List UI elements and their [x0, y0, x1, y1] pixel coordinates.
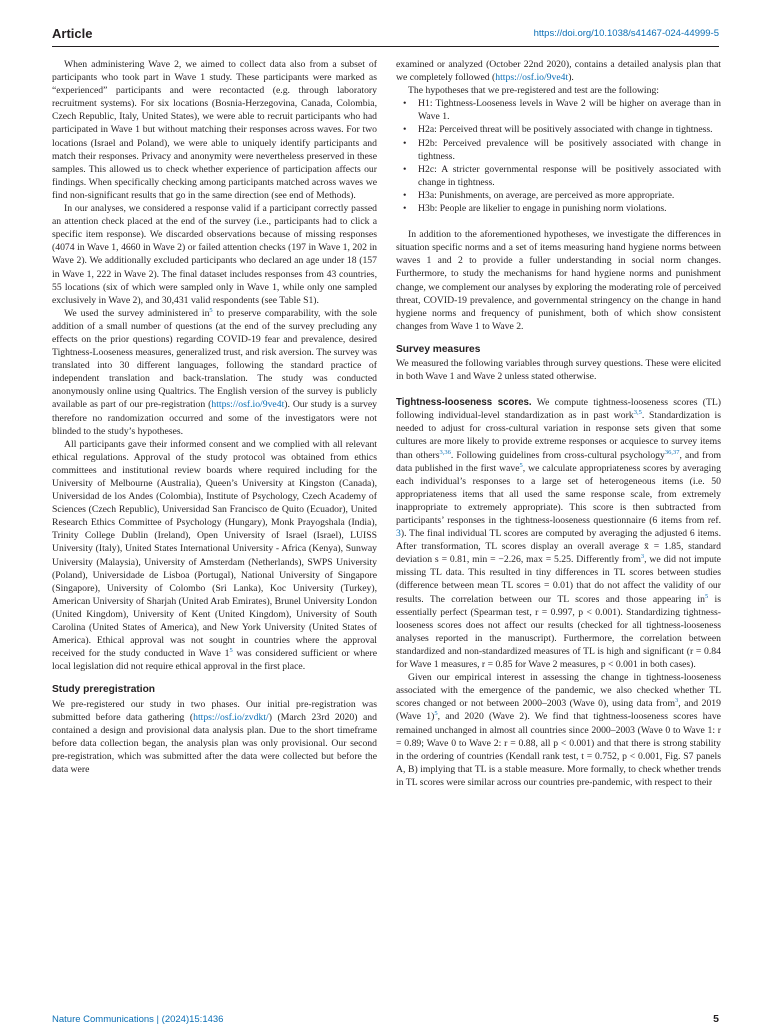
list-item: • H2a: Perceived threat will be positively associated with change in tightness.	[403, 124, 713, 136]
paragraph-preregistration: We pre-registered our study in two phases. Our initial pre-registration was submitted before data gathering (https://osf.io/zvdkt/) (March 23rd 2020) and contained a design and provisional data analysis plan. Due to the short timeframe before data collection began, the analysis plan was only provisional. Our second pre-registration, which was submitted after the data were collected but before the data were	[52, 698, 377, 775]
citation-ref[interactable]: 5	[519, 461, 523, 469]
section-heading-study-preregistration: Study preregistration	[52, 684, 156, 696]
paragraph-hypotheses-intro: The hypotheses that we pre-registered and test are the following:	[408, 85, 659, 97]
second-preregistration-link[interactable]: https://osf.io/9ve4t	[495, 72, 569, 84]
preregistration-link[interactable]: https://osf.io/9ve4t	[211, 399, 285, 411]
header-divider	[52, 46, 719, 47]
citation-ref[interactable]: 3	[640, 553, 645, 561]
page-footer	[52, 1014, 719, 1028]
paragraph-wave2-recruitment: When administering Wave 2, we aimed to collect data also from a subset of participants who took part in Wave 1 study. These participants were marked as “experienced” participants and were recontacted (e.g. through laboratory recruitment systems). For six locations (Bosnia-Herzegovina, Canada, Colombia, Czech Republic, Italy, United States), we were able to recruit participants who had participated in Wave 1 but without matching their responses across waves. For two locations (Israel and Poland), we were able to uniquely identify participants and match their responses. Privacy and anonymity were nevertheless preserved in these samples. This allowed us to check whether experience of participation affects our findings. When specifically checking among participants matched across waves we find non-significant results that go in the same direction (see end of Methods).	[52, 59, 377, 201]
list-item: • H1: Tightness-Looseness levels in Wave 2 will be higher on average than in Wave 1.	[403, 98, 721, 123]
paragraph-ethics: All participants gave their informed consent and we complied with all relevant ethical regulations. Approval of the study protocol was obtained from ethics committees and institutional review boards where required including for the University of Melbourne (Australia), Queen’s University at Kingston (Canada), Universidad de los Andes (Colombia), Institute of Psychology, Czech Academy of Sciences (Czech Republic), Universidad San Francisco de Quito (Ecuador), United Research Ethics Committee of Psychology (Hungary), Monk Prayogshala (India), Trinity College Dublin (Ireland), Open University of Israel (Israel), LUISS University (Italy), United States International University - Africa (Kenya), Sunway University (Malaysia), University of Amsterdam (Netherlands), SWPS University (Poland), Universidade de Lisboa (Portugal), National University of Singapore (Singapore), University of Colombo (Sri Lanka), Koc University (Turkey), American University of Sharjah (United Arab Emirates), Brunel University London (United Kingdom), University of Kent (United Kingdom), University of South Carolina (United States of America), and New York University (United States of America). Ethical approval was not sought in countries where the approval received for the study conducted in Wave $1^5$ was considered sufficient or where local legislation did not require ethical approval in the first place.	[52, 438, 377, 673]
section-heading-survey-measures: Survey measures	[396, 343, 481, 355]
paragraph-tl-change: Given our empirical interest in assessing the change in tightness-looseness associated with the emergence of the pandemic, we also checked whether TL scores changed or not between 2000–2003 (Wave 0), using data from$^3$, and 2019 (Wave 1)$^5$, and 2020 (Wave 2). We find that tightness-looseness scores have remained unchanged in almost all countries since 2000–2003 (Wave 0 to Wave 1: r = 0.89; Wave 0 to Wave 2: r = 0.88, all p < 0.001) and that there is strong stability in the ordering of countries (Kendall rank test, t = 0.752, p < 0.001, Fig. S7 panels A, B) implying that TL is a stable measure. More formally, to check whether trends in TL scores were similar across our countries pre-pandemic, with respect to their	[396, 672, 721, 788]
citation-ref[interactable]: 5	[434, 710, 438, 718]
page-number: 5	[713, 1013, 719, 1025]
list-item: • H2c: A stricter governmental response will be positively associated with change in tightness.	[403, 163, 721, 188]
hypotheses-list	[396, 97, 721, 215]
run-in-heading: Tightness-looseness scores.	[396, 397, 532, 409]
left-column	[52, 58, 377, 776]
paragraph-measures-intro: We measured the following variables through survey questions. These were elicited in both Wave 1 and Wave 2 unless stated otherwise.	[396, 357, 721, 383]
citation-ref[interactable]: 5	[209, 306, 213, 314]
journal-citation: Nature Communications | (2024)15:1436	[52, 1014, 224, 1025]
citation-ref[interactable]: 3	[675, 697, 679, 705]
page-header	[52, 26, 719, 46]
paragraph-analysis-plan: examined or analyzed (October 22nd 2020), contains a detailed analysis plan that we completely followed (https://osf.io/9ve4t).	[396, 59, 721, 84]
reference-link[interactable]: 3	[396, 528, 401, 540]
doi-link[interactable]: https://doi.org/10.1038/s41467-024-44999-5	[533, 28, 719, 39]
right-column	[396, 58, 721, 789]
list-item: • H3a: Punishments, on average, are perceived as more appropriate.	[403, 189, 675, 201]
citation-ref[interactable]: 3,36	[439, 448, 451, 456]
paragraph-tightness-looseness: Tightness-looseness scores. We compute tightness-looseness scores (TL) following individual-level standardization as in past work$^{3,5}$. Standardization is needed to adjust for cross-cultural variation in response sets given that some cultures are more likely to provide extreme responses or acquiesce to survey items than others$^{3,36}$. Following guidelines from cross-cultural psychology$^{36,37}$, and from data published in the first wave$^5$, we calculate appropriateness scores by averaging each individual’s responses to a large set of heterogeneous items (i.e. 50 appropriateness items that all used the same response scale, from extremely inappropriate to extremely appropriate). This score is then subtracted from participants’ responses in the tightness-looseness questionnaire (6 items from ref. 3). The final individual TL scores are computed by averaging the adjusted 6 items. After transformation, TL scores display an overall average x̄ = 1.85, standard deviation s = 0.81, min = −2.26, max = 5.25. Differently from$^3$, we did not impute missing TL data. This resulted in tiny differences in TL scores between studies (difference between mean TL scores = 0.01) that do not affect the validity of our results. The correlation between our TL scores and those appearing $in^5$ is essentially perfect (Spearman test, r = 0.997, p < 0.001). Standardizing tightness-looseness scores does not affect our results (checked for all tightness-looseness analyses reported in the manuscript). Furthermore, the correlation between standardized and non-standardized measures of TL is high and significant (r = 0.84 for Wave 1 measures, r = 0.85 for Wave 2 measures, p < 0.001 in both cases).	[396, 397, 722, 671]
initial-preregistration-link[interactable]: https://osf.io/zvdkt/	[193, 711, 269, 723]
article-type-label: Article	[52, 26, 93, 41]
citation-ref[interactable]: 5	[229, 646, 233, 654]
paragraph-survey-administration: We used the survey administered $in^5$ to preserve comparability, with the sole addition of a small number of questions (at the end of the survey precluding any effects on the prior questions) regarding COVID-19 fear and prevalence, desired Tightness-Looseness measures, generalized trust, and risk aversion. The survey was translated into 30 different languages, following the standard practice of independent translation and back-translation. The study was conducted anonymously online using Qualtrics. The English version of the survey is publicly available as part of our pre-registration (https://osf.io/9ve4t). Our study is a survey therefore no randomization occurred and some of the investigators were not blinded to the study’s hypotheses.	[52, 306, 378, 437]
citation-ref[interactable]: 36,37	[664, 448, 680, 456]
citation-ref[interactable]: 5	[704, 592, 709, 600]
paragraph-valid-responses: In our analyses, we considered a response valid if a participant correctly passed an attention check placed at the end of the survey (i.e., participants had to click a specific item response). We discarded observations because of missing responses (4074 in Wave 1, 4660 in Wave 2) or failed attention checks (197 in Wave 1, 202 in Wave 2). We additionally excluded participants who declared an age under 18 (157 in Wave 1, 222 in Wave 2). The final dataset includes responses from 43 countries, 55 locations (six of which were sampled only in Wave 1, while only one sampled exclusively in Wave 2), and 30,431 valid respondents (see Table S1).	[52, 203, 377, 306]
citation-ref[interactable]: 3,5	[633, 409, 642, 417]
list-item: • H3b: People are likelier to engage in punishing norm violations.	[403, 203, 667, 215]
paragraph-additional-analyses: In addition to the aforementioned hypotheses, we investigate the differences in situation specific norms and a set of items measuring hand hygiene norms between waves 1 and 2 to provide a fuller understanding in social norm changes. Furthermore, to study the mechanisms for hand hygiene norms and punishment change, we complement our analyses by exploring the moderating role of perceived threat, COVID-19 prevalence, and governmental stringency on the change in hand hygiene norms and frequency of punishment, both of which show consistent changes from Wave 1 to Wave 2.	[396, 229, 721, 332]
list-item: • H2b: Perceived prevalence will be positively associated with change in tightness.	[403, 137, 721, 162]
